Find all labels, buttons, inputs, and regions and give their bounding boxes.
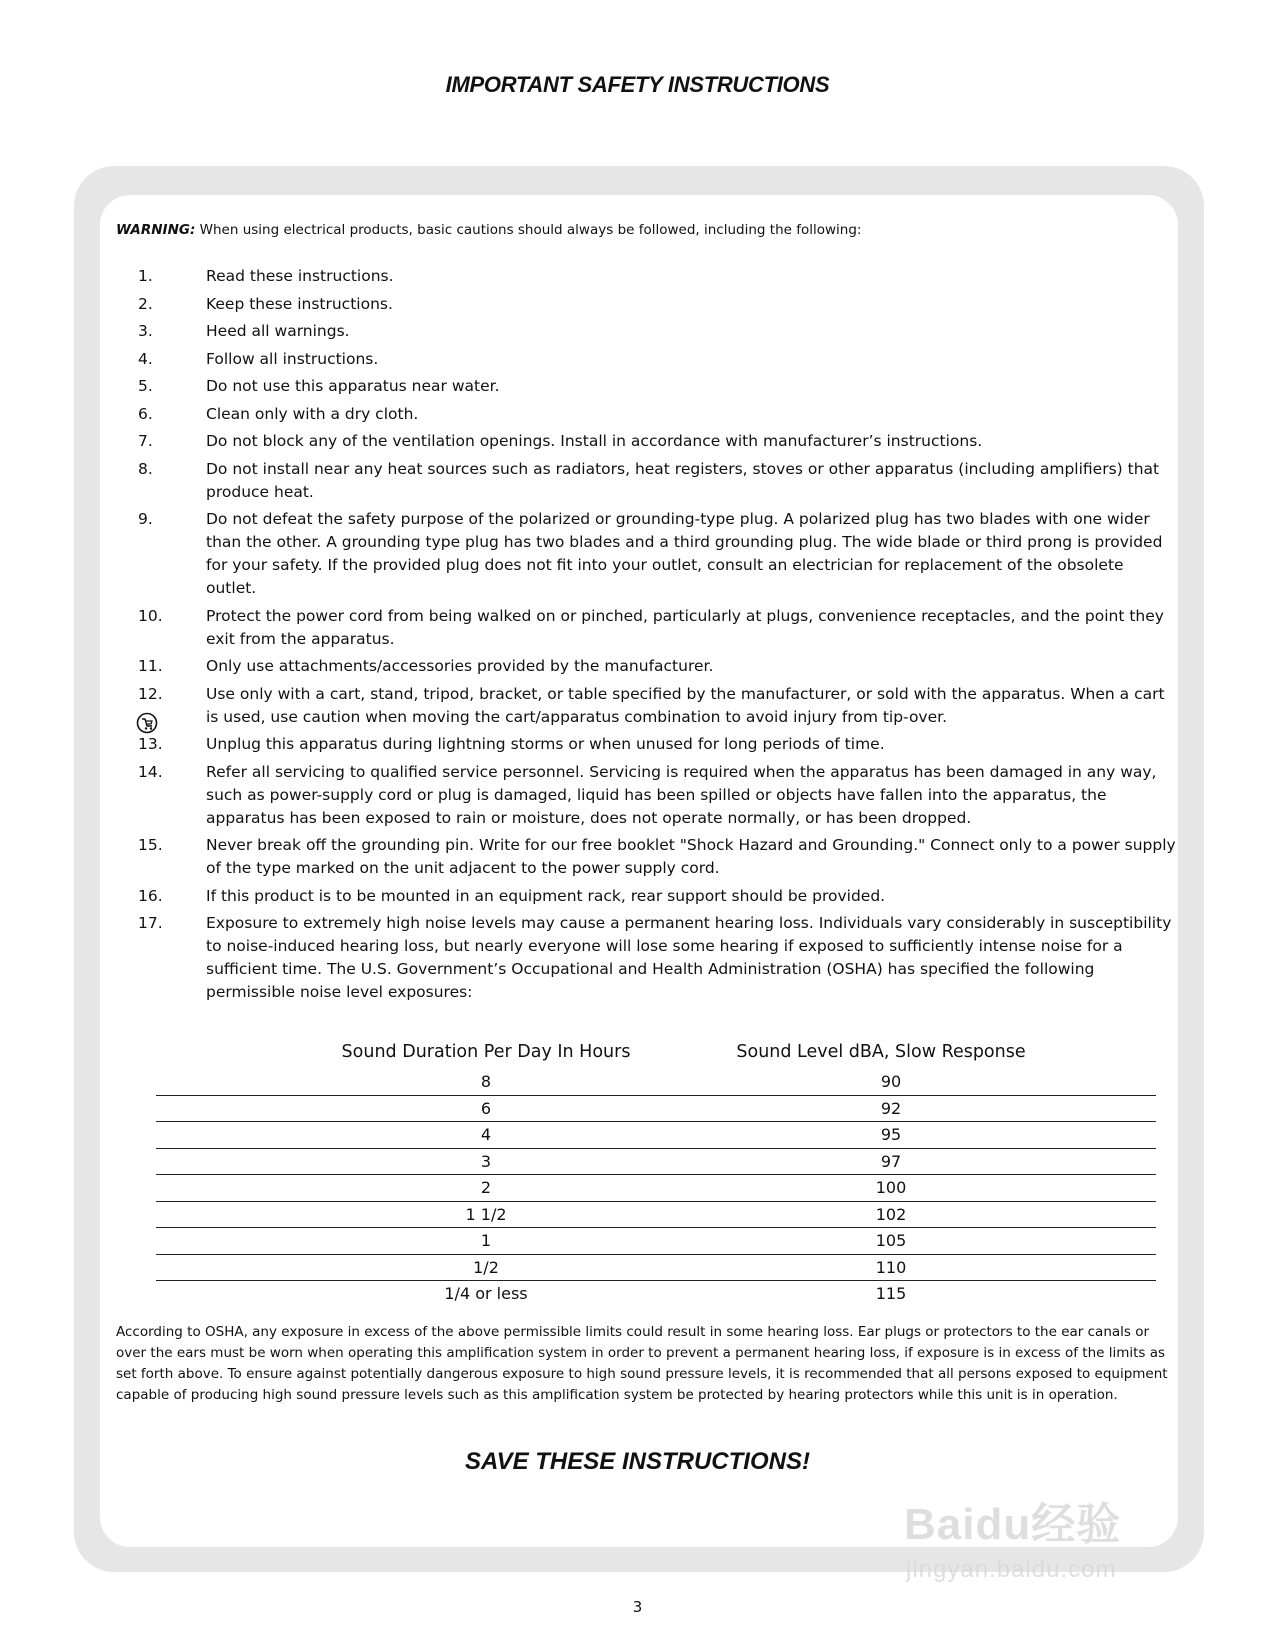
instruction-text: Read these instructions.: [206, 267, 394, 285]
sound-level-value: 90: [880, 1072, 902, 1091]
duration-value: 8: [480, 1072, 492, 1091]
instruction-item: [116, 320, 1176, 343]
instruction-text: Keep these instructions.: [206, 294, 393, 313]
instruction-item: [116, 293, 1176, 316]
warning-text: When using electrical products, basic cautions should always be followed, including the following:: [195, 222, 862, 238]
sound-level-value: 115: [875, 1284, 907, 1303]
instruction-item: [116, 912, 1176, 1004]
cart-tipover-warning-icon: [136, 712, 158, 734]
instruction-text: Clean only with a dry cloth.: [206, 404, 419, 423]
sound-level-column-header: Sound Level dBA, Slow Response: [736, 1042, 1026, 1062]
noise-level-table: [156, 1069, 1156, 1307]
instruction-number: 13.: [138, 735, 163, 753]
watermark-url: jingyan.baidu.com: [906, 1556, 1117, 1583]
table-row: [156, 1149, 1156, 1176]
instruction-item: [116, 348, 1176, 371]
instruction-item: [116, 375, 1176, 398]
duration-value: 2: [480, 1178, 492, 1197]
instruction-item: [116, 458, 1176, 504]
sound-level-value: 110: [875, 1257, 907, 1277]
page-title: IMPORTANT SAFETY INSTRUCTIONS: [445, 72, 830, 97]
instruction-number: 3.: [138, 322, 153, 340]
instruction-list: [116, 265, 1176, 1009]
instruction-text: Protect the power cord from being walked on or pinched, particularly at plugs, convenience receptacles, and the point they exit from the apparatus.: [206, 606, 1164, 648]
instruction-number: 16.: [138, 886, 163, 905]
sound-level-value: 105: [875, 1231, 907, 1250]
duration-value: 6: [480, 1098, 492, 1118]
warning-paragraph: [116, 221, 1176, 239]
table-row: [156, 1175, 1156, 1202]
instruction-item: [116, 430, 1176, 453]
instruction-text: Only use attachments/accessories provided by the manufacturer.: [206, 657, 714, 675]
instruction-number: 15.: [138, 836, 163, 854]
instruction-text: If this product is to be mounted in an equipment rack, rear support should be provided.: [206, 886, 886, 905]
instruction-text: Unplug this apparatus during lightning storms or when unused for long periods of time.: [206, 735, 885, 753]
table-row: [156, 1281, 1156, 1307]
sound-level-value: 97: [880, 1151, 902, 1171]
table-row: [156, 1255, 1156, 1282]
duration-value: 1/4 or less: [444, 1284, 528, 1303]
sound-level-value: 95: [880, 1125, 902, 1144]
instruction-number: 5.: [138, 377, 153, 395]
noise-table-header: [156, 1042, 1156, 1068]
instruction-number: 7.: [138, 432, 153, 450]
duration-value: 1: [480, 1231, 492, 1250]
instruction-number: 17.: [138, 914, 163, 932]
instruction-item: [116, 834, 1176, 880]
duration-value: 1 1/2: [465, 1204, 507, 1224]
save-instructions-heading: SAVE THESE INSTRUCTIONS!: [465, 1448, 810, 1475]
instruction-number: 14.: [138, 762, 163, 781]
instruction-text: Use only with a cart, stand, tripod, bracket, or table specified by the manufacturer, or sold with the apparatus. When a cart is used, use caution when moving the cart/apparatus combination to avoid injury from tip-over.: [206, 684, 1165, 726]
table-row: [156, 1069, 1156, 1096]
instruction-text: Do not defeat the safety purpose of the polarized or grounding-type plug. A polarized plug has two blades with one wider than the other. A grounding type plug has two blades and a third grounding plug. The wide blade or third prong is provided for your safety. If the provided plug does not fit into your outlet, consult an electrician for replacement of the obsolete outlet.: [206, 510, 1163, 597]
instruction-number: 10.: [138, 606, 163, 625]
instruction-number: 12.: [138, 684, 163, 703]
duration-value: 4: [480, 1125, 492, 1144]
table-row: [156, 1202, 1156, 1229]
watermark-logo-text: Baidu经验: [904, 1500, 1122, 1549]
instruction-item: [116, 605, 1176, 651]
instruction-text: Do not use this apparatus near water.: [206, 377, 500, 395]
instruction-text: Heed all warnings.: [206, 322, 350, 340]
instruction-number: 8.: [138, 459, 153, 478]
instruction-number: 2.: [138, 294, 153, 313]
instruction-number: 9.: [138, 510, 153, 528]
baidu-watermark: [904, 1458, 1204, 1588]
duration-value: 3: [480, 1151, 492, 1171]
instruction-text: Never break off the grounding pin. Write for our free booklet "Shock Hazard and Grounding." Connect only to a power supply of the type marked on the unit adjacent to the power supply cord.: [206, 836, 1176, 877]
sound-level-value: 102: [875, 1204, 907, 1224]
duration-column-header: Sound Duration Per Day In Hours: [341, 1042, 631, 1062]
sound-level-value: 100: [875, 1178, 907, 1197]
instruction-item: [116, 403, 1176, 426]
table-row: [156, 1096, 1156, 1123]
instruction-item: [116, 761, 1176, 830]
instruction-item: [116, 885, 1176, 908]
instruction-text: Follow all instructions.: [206, 349, 379, 368]
table-row: [156, 1122, 1156, 1149]
instruction-item: [116, 683, 1176, 729]
instruction-number: 4.: [138, 349, 153, 368]
duration-value: 1/2: [473, 1257, 499, 1277]
instruction-number: 6.: [138, 404, 153, 423]
instruction-text: Exposure to extremely high noise levels may cause a permanent hearing loss. Individuals vary considerably in susceptibility to noise-induced hearing loss, but nearly everyone will lose some hearing if exposed to sufficiently intense noise for a sufficient time. The U.S. Government’s Occupational and Health Administration (OSHA) has specified the following permissible noise level exposures:: [206, 914, 1172, 1001]
page-number: 3: [632, 1598, 643, 1616]
instruction-text: Do not block any of the ventilation openings. Install in accordance with manufacturer’s instructions.: [206, 432, 983, 450]
instruction-number: 1.: [138, 267, 153, 285]
instruction-item: [116, 655, 1176, 678]
warning-label: WARNING:: [116, 222, 196, 238]
instruction-text: Refer all servicing to qualified service personnel. Servicing is required when the apparatus has been damaged in any way, such as power-supply cord or plug is damaged, liquid has been spilled or objects have fallen into the apparatus, the apparatus has been exposed to rain or moisture, does not operate normally, or has been dropped.: [206, 762, 1157, 827]
instruction-item: [116, 508, 1176, 600]
osha-notice-paragraph: According to OSHA, any exposure in excess of the above permissible limits could result in some hearing loss. Ear plugs or protectors to the ear canals or over the ears must be worn when operating this amplification system in order to prevent a permanent hearing loss, if exposure is in excess of the limits as set forth above. To ensure against potentially dangerous exposure to high sound pressure levels, it is recommended that all persons exposed to equipment capable of producing high sound pressure levels such as this amplification system be protected by hearing protectors while this unit is in operation.: [116, 1324, 1168, 1403]
instruction-item: [116, 733, 1176, 756]
table-row: [156, 1228, 1156, 1255]
sound-level-value: 92: [880, 1098, 902, 1118]
instruction-text: Do not install near any heat sources such as radiators, heat registers, stoves or other apparatus (including amplifiers) that produce heat.: [206, 459, 1160, 501]
instruction-number: 11.: [138, 657, 163, 675]
instruction-item: [116, 265, 1176, 288]
